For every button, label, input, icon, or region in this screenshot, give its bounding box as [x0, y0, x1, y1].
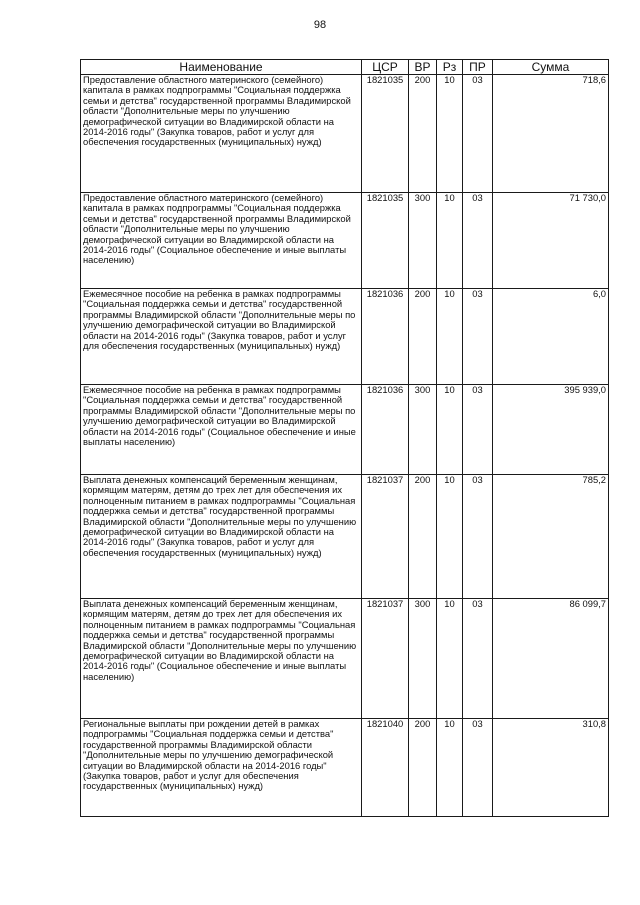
- cell-rz: 10: [437, 75, 463, 193]
- cell-sum: 71 730,0: [493, 193, 609, 289]
- table-row: [81, 75, 609, 193]
- table-row: [81, 475, 609, 599]
- cell-pr: 03: [463, 599, 493, 719]
- cell-name: Ежемесячное пособие на ребенка в рамках подпрограммы "Социальная поддержка семьи и детства" государственной программы Владимирской области "Дополнительные меры по улучшению демографической ситуации во Владимирской области на 2014-2016 годы" (Социальное обеспечение и иные выплаты населению): [81, 385, 362, 475]
- cell-name: Предоставление областного материнского (семейного) капитала в рамках подпрограммы "Социальная поддержка семьи и детства" государственной программы Владимирской области "Дополнительные меры по улучшению демографической ситуации во Владимирской области на 2014-2016 годы" (Закупка товаров, работ и услуг для обеспечения государственных (муниципальных) нужд): [81, 75, 362, 193]
- cell-rz: 10: [437, 289, 463, 385]
- cell-sum: 785,2: [493, 475, 609, 599]
- cell-pr: 03: [463, 475, 493, 599]
- column-header-rz: Рз: [437, 60, 463, 75]
- cell-csr: 1821040: [362, 719, 409, 817]
- cell-vr: 200: [409, 475, 437, 599]
- cell-csr: 1821036: [362, 289, 409, 385]
- cell-rz: 10: [437, 719, 463, 817]
- table-header-row: [81, 60, 609, 75]
- cell-pr: 03: [463, 193, 493, 289]
- cell-vr: 200: [409, 719, 437, 817]
- cell-vr: 200: [409, 75, 437, 193]
- cell-sum: 6,0: [493, 289, 609, 385]
- table-row: [81, 599, 609, 719]
- cell-name: Региональные выплаты при рождении детей в рамках подпрограммы "Социальная поддержка семьи и детства" государственной программы Владимирской области "Дополнительные меры по улучшению демографической ситуации во Владимирской области на 2014-2016 годы" (Закупка товаров, работ и услуг для обеспечения государственных (муниципальных) нужд): [81, 719, 362, 817]
- cell-pr: 03: [463, 75, 493, 193]
- cell-csr: 1821037: [362, 599, 409, 719]
- cell-vr: 300: [409, 385, 437, 475]
- cell-vr: 300: [409, 193, 437, 289]
- column-header-sum: Сумма: [493, 60, 609, 75]
- cell-pr: 03: [463, 289, 493, 385]
- page-number: 98: [313, 19, 327, 31]
- cell-rz: 10: [437, 599, 463, 719]
- cell-name: Ежемесячное пособие на ребенка в рамках подпрограммы "Социальная поддержка семьи и детства" государственной программы Владимирской области "Дополнительные меры по улучшению демографической ситуации во Владимирской области на 2014-2016 годы" (Закупка товаров, работ и услуг для обеспечения государственных (муниципальных) нужд): [81, 289, 362, 385]
- cell-rz: 10: [437, 193, 463, 289]
- budget-table: [80, 59, 609, 817]
- table-row: [81, 193, 609, 289]
- table-row: [81, 719, 609, 817]
- table-row: [81, 385, 609, 475]
- cell-csr: 1821037: [362, 475, 409, 599]
- cell-sum: 86 099,7: [493, 599, 609, 719]
- table-row: [81, 289, 609, 385]
- cell-sum: 395 939,0: [493, 385, 609, 475]
- cell-csr: 1821036: [362, 385, 409, 475]
- cell-pr: 03: [463, 719, 493, 817]
- cell-name: Выплата денежных компенсаций беременным женщинам, кормящим матерям, детям до трех лет для обеспечения их полноценным питанием в рамках подпрограммы "Социальная поддержка семьи и детства" государственной программы Владимирской области "Дополнительные меры по улучшению демографической ситуации во Владимирской области на 2014-2016 годы" (Закупка товаров, работ и услуг для обеспечения государственных (муниципальных) нужд): [81, 475, 362, 599]
- cell-rz: 10: [437, 385, 463, 475]
- cell-name: Предоставление областного материнского (семейного) капитала в рамках подпрограммы "Социальная поддержка семьи и детства" государственной программы Владимирской области "Дополнительные меры по улучшению демографической ситуации во Владимирской области на 2014-2016 годы" (Социальное обеспечение и иные выплаты населению): [81, 193, 362, 289]
- column-header-pr: ПР: [463, 60, 493, 75]
- cell-csr: 1821035: [362, 75, 409, 193]
- cell-vr: 300: [409, 599, 437, 719]
- cell-csr: 1821035: [362, 193, 409, 289]
- cell-name: Выплата денежных компенсаций беременным женщинам, кормящим матерям, детям до трех лет для обеспечения их полноценным питанием в рамках подпрограммы "Социальная поддержка семьи и детства" государственной программы Владимирской области "Дополнительные меры по улучшению демографической ситуации во Владимирской области на 2014-2016 годы" (Социальное обеспечение и иные выплаты населению): [81, 599, 362, 719]
- cell-vr: 200: [409, 289, 437, 385]
- column-header-name: Наименование: [81, 60, 362, 75]
- cell-sum: 718,6: [493, 75, 609, 193]
- column-header-vr: ВР: [409, 60, 437, 75]
- cell-sum: 310,8: [493, 719, 609, 817]
- cell-pr: 03: [463, 385, 493, 475]
- column-header-csr: ЦСР: [362, 60, 409, 75]
- cell-rz: 10: [437, 475, 463, 599]
